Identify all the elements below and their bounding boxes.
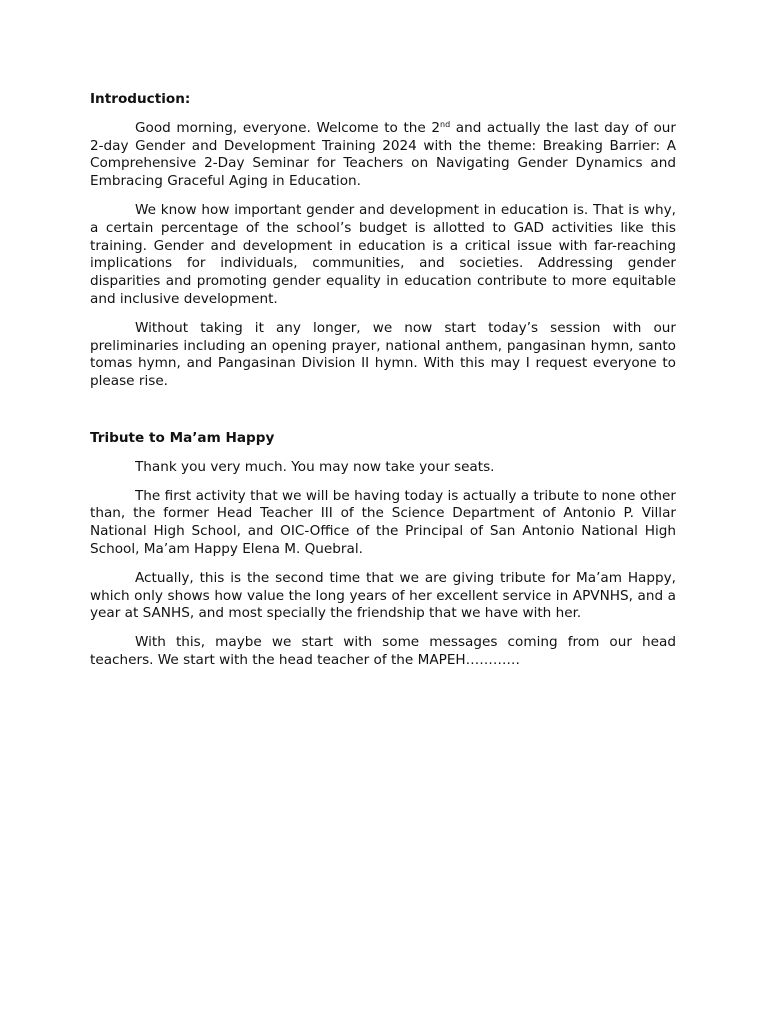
introduction-heading: Introduction: [90,91,191,107]
section-spacer [90,402,676,430]
intro-p1-text-end: and actually the last day of our 2-day Gender and Development Training 2024 with the theme: Breaking Barrier: A Comprehensive 2-Day Seminar for Teachers on Navigating Gender Dynamics and Embracing Graceful Aging in Education. [90,119,676,190]
introduction-paragraph-3: Without taking it any longer, we now start today’s session with our preliminaries including an opening prayer, national anthem, pangasinan hymn, santo tomas hymn, and Pangasinan Division II hymn. With this may I request everyone to please rise. [90,319,676,390]
tribute-heading: Tribute to Ma’am Happy [90,429,275,446]
tribute-paragraph-1: Thank you very much. You may now take your seats. [135,458,495,475]
introduction-paragraph-2: We know how important gender and development in education is. That is why, a certain percentage of the school’s budget is allotted to GAD activities like this training. Gender and development in education is a critical issue with far-reaching implications for individuals, communities, and societies. Addressing gender disparities and promoting gender equality in education contribute to more equitable and inclusive development. [90,201,676,307]
document-page [90,91,676,681]
intro-p1-text-start: Good morning, everyone. Welcome to the 2 [135,119,440,136]
ordinal-suffix: nd [440,119,451,129]
tribute-paragraph-2: The first activity that we will be having today is actually a tribute to none other than, the former Head Teacher III of the Science Department of Antonio P. Villar National High School, and OIC-Office of the Principal of San Antonio National High School, Ma’am Happy Elena M. Quebral. [90,487,676,557]
tribute-paragraph-4: With this, maybe we start with some messages coming from our head teachers. We start with the head teacher of the MAPEH………… [90,634,676,668]
introduction-paragraph-1 [90,120,676,191]
tribute-paragraph-3: Actually, this is the second time that we are giving tribute for Ma’am Happy, which only shows how value the long years of her excellent service in APVNHS, and a year at SANHS, and most specially the friendship that we have with her. [90,569,676,622]
